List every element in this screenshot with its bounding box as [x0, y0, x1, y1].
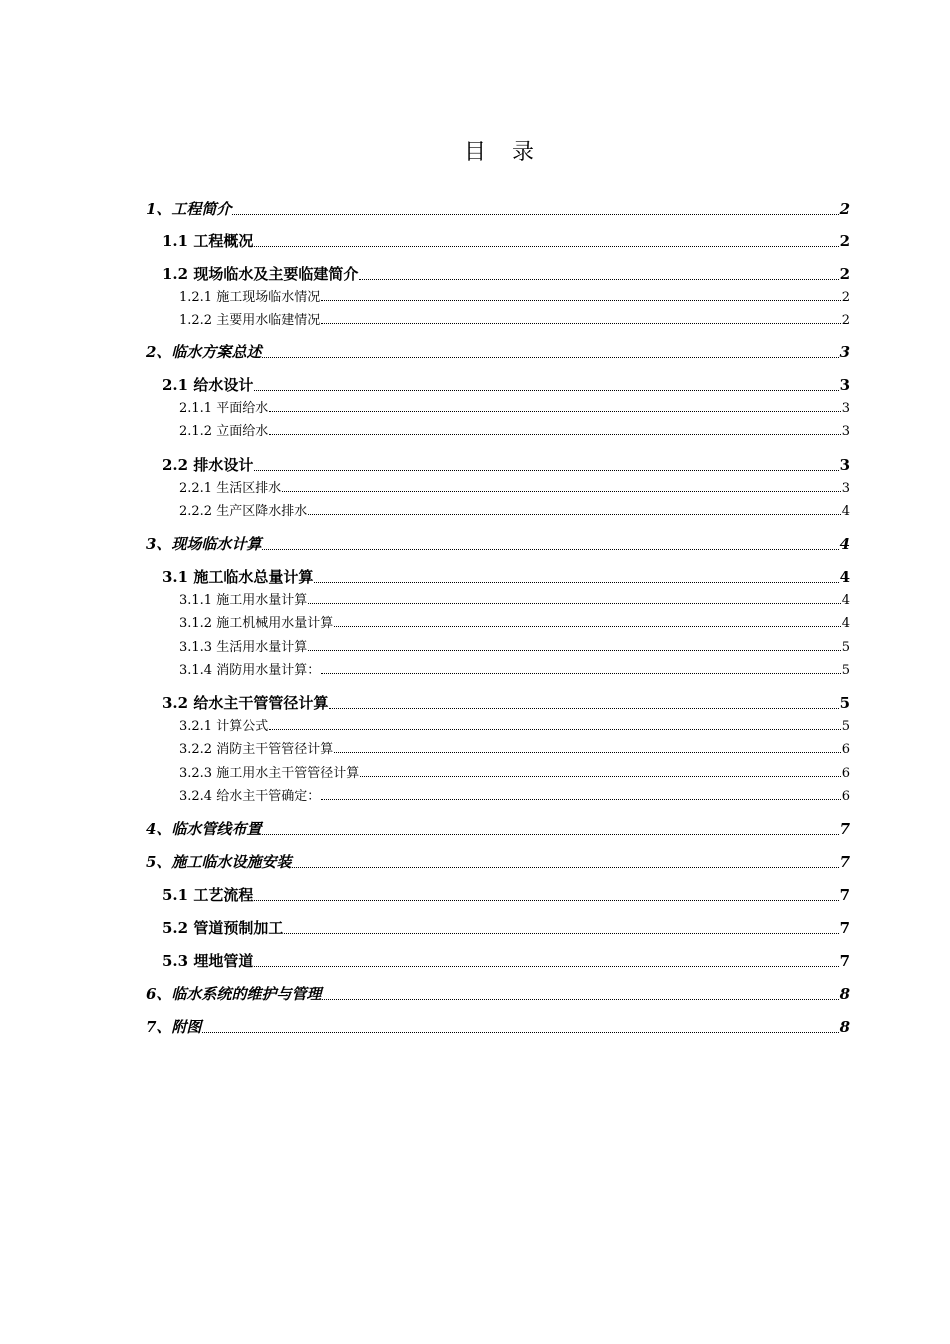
toc-entry-page-number: 7	[839, 853, 850, 871]
toc-entry[interactable]	[162, 263, 850, 284]
toc-entry[interactable]	[179, 659, 850, 678]
toc-leader-dots	[254, 470, 838, 471]
toc-entry-page-number: 3	[841, 401, 850, 416]
toc-entry-page-number: 5	[841, 719, 850, 734]
toc-entry-label: 5.2 管道预制加工	[162, 919, 284, 937]
toc-entry-page-number: 4	[841, 593, 850, 608]
toc-leader-dots	[360, 776, 841, 777]
toc-entry[interactable]	[162, 454, 850, 475]
toc-leader-dots	[262, 549, 838, 550]
toc-entry-label: 3.2.1 计算公式	[179, 719, 269, 734]
toc-leader-dots	[269, 729, 841, 730]
toc-entry-label: 1.2.2 主要用水临建情况	[179, 313, 321, 328]
toc-leader-dots	[254, 390, 838, 391]
toc-title: 目 录	[463, 140, 536, 165]
toc-leader-dots	[254, 966, 838, 967]
toc-entry[interactable]	[179, 715, 850, 734]
toc-entry-page-number: 3	[839, 456, 850, 474]
toc-entry-label: 1.2.1 施工现场临水情况	[179, 290, 321, 305]
toc-leader-dots	[202, 1032, 838, 1033]
toc-entry[interactable]	[162, 950, 850, 971]
toc-entry-label: 1、工程简介	[146, 200, 232, 218]
toc-leader-dots	[284, 933, 838, 934]
toc-entry-page-number: 6	[841, 742, 850, 757]
toc-entry[interactable]	[162, 692, 850, 713]
toc-entry-label: 2、临水方案总述	[146, 343, 262, 361]
toc-entry-page-number: 6	[841, 766, 850, 781]
toc-entry-label: 2.2.1 生活区排水	[179, 481, 282, 496]
toc-entry-label: 1.2 现场临水及主要临建简介	[162, 265, 359, 283]
toc-entry-page-number: 2	[839, 200, 850, 218]
toc-leader-dots	[321, 323, 841, 324]
toc-leader-dots	[254, 246, 838, 247]
toc-entry-label: 3.1.3 生活用水量计算	[179, 640, 308, 655]
toc-leader-dots	[314, 582, 838, 583]
toc-entry-page-number: 7	[839, 820, 850, 838]
toc-entry-label: 2.2 排水设计	[162, 456, 254, 474]
toc-entry[interactable]	[179, 420, 850, 439]
toc-entry-page-number: 4	[841, 504, 850, 519]
toc-leader-dots	[292, 867, 838, 868]
toc-entry[interactable]	[146, 198, 850, 219]
toc-entry-page-number: 7	[839, 919, 850, 937]
toc-leader-dots	[269, 434, 841, 435]
toc-entry-page-number: 6	[841, 789, 850, 804]
toc-leader-dots	[308, 514, 841, 515]
toc-entry-page-number: 2	[839, 232, 850, 250]
toc-entry-label: 3.1.2 施工机械用水量计算	[179, 616, 334, 631]
toc-entry[interactable]	[146, 341, 850, 362]
toc-entry-page-number: 7	[839, 952, 850, 970]
toc-entry-page-number: 3	[841, 481, 850, 496]
toc-entry-label: 2.1.1 平面给水	[179, 401, 269, 416]
toc-leader-dots	[308, 650, 841, 651]
toc-entry-label: 5.1 工艺流程	[162, 886, 254, 904]
toc-leader-dots	[232, 214, 838, 215]
toc-entry-page-number: 3	[839, 343, 850, 361]
toc-entry-label: 4、临水管线布置	[146, 820, 262, 838]
toc-entry-label: 3.2.2 消防主干管管径计算	[179, 742, 334, 757]
toc-entry[interactable]	[179, 636, 850, 655]
toc-entry[interactable]	[179, 738, 850, 757]
toc-entry[interactable]	[179, 612, 850, 631]
toc-leader-dots	[321, 673, 841, 674]
toc-entry[interactable]	[162, 566, 850, 587]
toc-entry-page-number: 7	[839, 886, 850, 904]
toc-entry[interactable]	[146, 533, 850, 554]
toc-entry-label: 3.2 给水主干管管径计算	[162, 694, 329, 712]
toc-entry[interactable]	[179, 500, 850, 519]
toc-entry-page-number: 2	[841, 313, 850, 328]
toc-entry-label: 7、附图	[146, 1018, 202, 1036]
toc-entry-label: 6、临水系统的维护与管理	[146, 985, 322, 1003]
toc-entry[interactable]	[146, 851, 850, 872]
toc-entry-label: 2.1.2 立面给水	[179, 424, 269, 439]
toc-entry[interactable]	[179, 762, 850, 781]
toc-entry-label: 5.3 埋地管道	[162, 952, 254, 970]
toc-entry-label: 1.1 工程概况	[162, 232, 254, 250]
toc-leader-dots	[262, 834, 838, 835]
toc-leader-dots	[254, 900, 838, 901]
toc-entry[interactable]	[146, 983, 850, 1004]
toc-entry-page-number: 5	[839, 694, 850, 712]
toc-entry[interactable]	[162, 917, 850, 938]
toc-entry-page-number: 2	[841, 290, 850, 305]
toc-entry-label: 3.2.4 给水主干管确定：	[179, 789, 321, 804]
toc-entry-label: 3.1 施工临水总量计算	[162, 568, 314, 586]
toc-entry[interactable]	[179, 309, 850, 328]
toc-entry-label: 3、现场临水计算	[146, 535, 262, 553]
toc-leader-dots	[329, 708, 838, 709]
toc-entry-label: 3.1.4 消防用水量计算：	[179, 663, 321, 678]
toc-leader-dots	[262, 357, 838, 358]
toc-entry[interactable]	[179, 477, 850, 496]
toc-entry[interactable]	[179, 589, 850, 608]
toc-entry[interactable]	[162, 884, 850, 905]
toc-leader-dots	[269, 411, 841, 412]
toc-entry-page-number: 4	[841, 616, 850, 631]
toc-entry-page-number: 8	[839, 1018, 850, 1036]
toc-entry[interactable]	[179, 286, 850, 305]
toc-entry-page-number: 3	[841, 424, 850, 439]
toc-entry-page-number: 5	[841, 663, 850, 678]
toc-leader-dots	[321, 799, 841, 800]
toc-entry[interactable]	[146, 1016, 850, 1037]
toc-entry-label: 5、施工临水设施安装	[146, 853, 292, 871]
toc-entry-label: 2.2.2 生产区降水排水	[179, 504, 308, 519]
toc-entry-page-number: 5	[841, 640, 850, 655]
toc-leader-dots	[359, 279, 838, 280]
toc-leader-dots	[282, 491, 841, 492]
toc-entry-page-number: 3	[839, 376, 850, 394]
toc-leader-dots	[334, 752, 841, 753]
toc-entry[interactable]	[162, 374, 850, 395]
toc-leader-dots	[322, 999, 838, 1000]
toc-leader-dots	[321, 300, 841, 301]
toc-entry[interactable]	[162, 230, 850, 251]
toc-entry[interactable]	[179, 785, 850, 804]
toc-entry-label: 3.2.3 施工用水主干管管径计算	[179, 766, 360, 781]
toc-leader-dots	[308, 603, 841, 604]
toc-entry-label: 3.1.1 施工用水量计算	[179, 593, 308, 608]
toc-entry[interactable]	[179, 397, 850, 416]
toc-leader-dots	[334, 626, 841, 627]
toc-entry-page-number: 8	[839, 985, 850, 1003]
toc-entry-page-number: 4	[839, 535, 850, 553]
toc-entry-page-number: 4	[839, 568, 850, 586]
toc-entry[interactable]	[146, 818, 850, 839]
toc-entry-label: 2.1 给水设计	[162, 376, 254, 394]
toc-entry-page-number: 2	[839, 265, 850, 283]
